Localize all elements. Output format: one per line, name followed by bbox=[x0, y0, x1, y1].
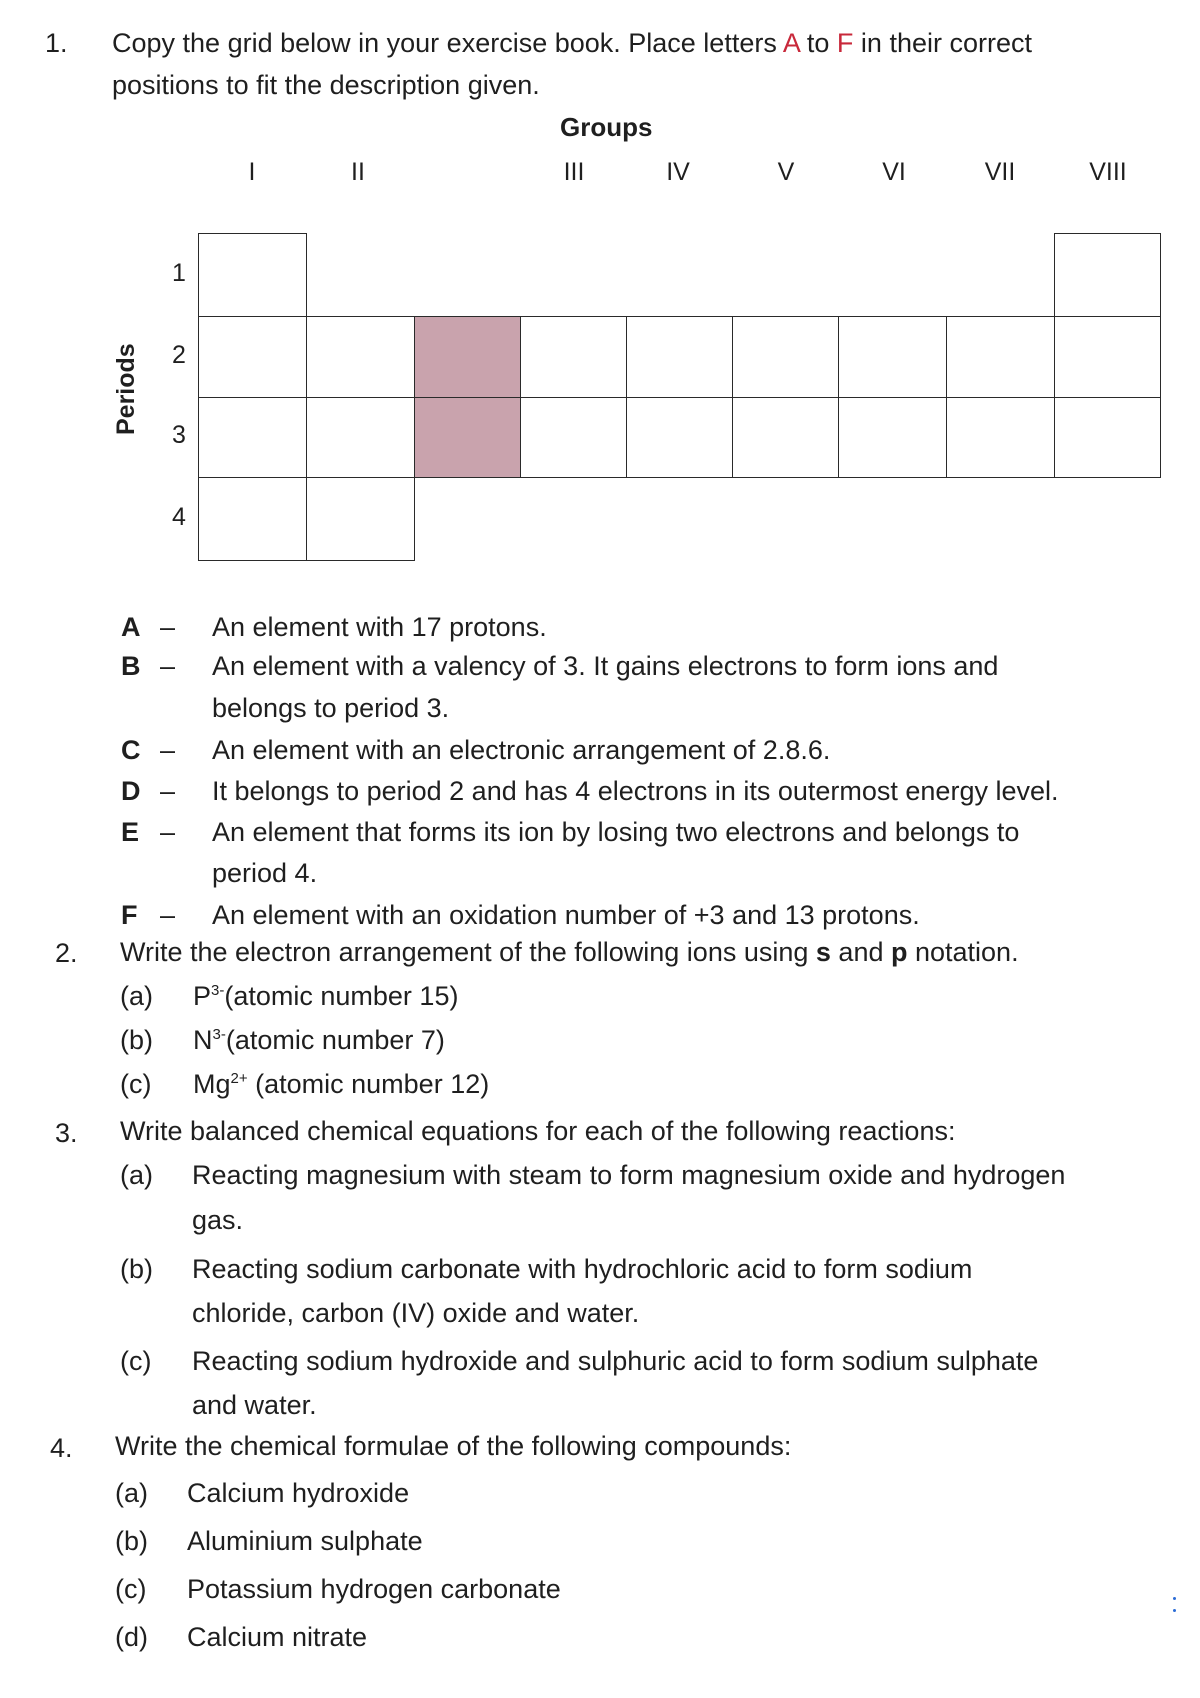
stray-mark bbox=[1173, 1609, 1176, 1612]
q2-part-text bbox=[193, 1025, 445, 1056]
clue-text: It belongs to period 2 and has 4 electrons in its outermost energy level. bbox=[212, 776, 1059, 806]
q4-part-text: Potassium hydrogen carbonate bbox=[187, 1574, 561, 1604]
clue-dash: – bbox=[160, 776, 176, 806]
grid-cell bbox=[626, 316, 733, 398]
clue-letter: C bbox=[121, 735, 141, 765]
q2-stem-pre: Write the electron arrangement of the following ions using bbox=[120, 937, 816, 967]
grid-cell bbox=[306, 316, 415, 398]
ion-symbol: Mg bbox=[193, 1069, 231, 1099]
clue-letter: F bbox=[121, 900, 138, 930]
periods-title: Periods bbox=[112, 343, 140, 435]
ion-desc: (atomic number 7) bbox=[225, 1025, 445, 1055]
q4-part-label: (b) bbox=[115, 1526, 148, 1556]
q4-part-text: Aluminium sulphate bbox=[187, 1526, 423, 1556]
q2-part-text bbox=[193, 981, 458, 1012]
grid-cell bbox=[198, 233, 307, 317]
q1-letter-f: F bbox=[836, 28, 854, 58]
grid-cell bbox=[1054, 397, 1161, 478]
q1-stem-line1 bbox=[112, 28, 1032, 59]
q3-part-text: gas. bbox=[192, 1205, 244, 1235]
grid-cell bbox=[198, 397, 307, 478]
q2-stem bbox=[120, 937, 1019, 968]
grid-cell bbox=[946, 316, 1055, 398]
q1-stem-line2: positions to fit the description given. bbox=[112, 70, 540, 100]
clue-dash: – bbox=[160, 612, 176, 642]
grid-cell bbox=[626, 397, 733, 478]
clue-text: An element with 17 protons. bbox=[212, 612, 547, 642]
q3-number: 3. bbox=[55, 1118, 78, 1148]
q4-stem: Write the chemical formulae of the following compounds: bbox=[115, 1431, 792, 1461]
clue-letter: A bbox=[121, 612, 141, 642]
grid-cell bbox=[1054, 233, 1161, 317]
q3-stem: Write balanced chemical equations for each of the following reactions: bbox=[120, 1116, 956, 1146]
grid-cell bbox=[838, 397, 947, 478]
q2-and: and bbox=[830, 937, 891, 967]
ion-charge: 2+ bbox=[230, 1070, 248, 1087]
period-label: 1 bbox=[172, 258, 186, 287]
q2-number: 2. bbox=[55, 938, 78, 968]
clue-text: An element with an oxidation number of +3 and 13 protons. bbox=[212, 900, 920, 930]
q2-s: s bbox=[815, 937, 831, 967]
q2-part-text bbox=[193, 1069, 489, 1100]
clue-text: An element with an electronic arrangement of 2.8.6. bbox=[212, 735, 831, 765]
q4-part-text: Calcium hydroxide bbox=[187, 1478, 410, 1508]
q1-stem-pre: Copy the grid below in your exercise book. Place letters bbox=[112, 28, 783, 58]
ion-charge: 3- bbox=[211, 982, 225, 999]
q1-stem-mid: to bbox=[799, 28, 837, 58]
clue-dash: – bbox=[160, 735, 176, 765]
q2-p: p bbox=[890, 937, 908, 967]
q3-part-text: Reacting magnesium with steam to form magnesium oxide and hydrogen bbox=[192, 1160, 1066, 1190]
clue-text: An element that forms its ion by losing two electrons and belongs to bbox=[212, 817, 1020, 847]
group-label: VIII bbox=[1089, 158, 1127, 186]
q1-stem-post: in their correct bbox=[853, 28, 1032, 58]
clue-dash: – bbox=[160, 900, 176, 930]
q4-part-label: (c) bbox=[115, 1574, 147, 1604]
grid-cell-transition-block bbox=[414, 397, 521, 478]
group-label: V bbox=[777, 158, 795, 186]
ion-charge: 3- bbox=[212, 1026, 226, 1043]
period-label: 3 bbox=[172, 421, 186, 449]
ion-desc: (atomic number 15) bbox=[224, 981, 459, 1011]
clue-letter: D bbox=[121, 776, 141, 806]
q4-part-label: (a) bbox=[115, 1478, 148, 1508]
q3-part-text: and water. bbox=[192, 1390, 317, 1420]
clue-text: belongs to period 3. bbox=[212, 693, 450, 723]
grid-cell bbox=[1054, 316, 1161, 398]
grid-cell bbox=[946, 397, 1055, 478]
q3-part-label: (a) bbox=[120, 1160, 153, 1190]
q3-part-text: Reacting sodium hydroxide and sulphuric acid to form sodium sulphate bbox=[192, 1346, 1039, 1376]
grid-cell bbox=[306, 477, 415, 561]
group-label: VII bbox=[984, 158, 1016, 186]
ion-desc: (atomic number 12) bbox=[247, 1069, 490, 1099]
q4-part-text: Calcium nitrate bbox=[187, 1622, 368, 1652]
ion-symbol: N bbox=[193, 1025, 213, 1055]
grid-cell bbox=[838, 316, 947, 398]
grid-cell bbox=[198, 477, 307, 561]
group-label: VI bbox=[882, 158, 906, 186]
grid-cell bbox=[732, 397, 839, 478]
groups-title: Groups bbox=[560, 112, 653, 142]
group-label: II bbox=[351, 158, 365, 186]
q2-part-label: (a) bbox=[120, 981, 153, 1011]
q3-part-label: (b) bbox=[120, 1254, 153, 1284]
q1-letter-a: A bbox=[782, 28, 800, 58]
q3-part-text: Reacting sodium carbonate with hydrochloric acid to form sodium bbox=[192, 1254, 973, 1284]
grid-cell bbox=[520, 397, 627, 478]
clue-dash: – bbox=[160, 651, 176, 681]
grid-cell bbox=[732, 316, 839, 398]
q3-part-text: chloride, carbon (IV) oxide and water. bbox=[192, 1298, 640, 1328]
grid-cell bbox=[198, 316, 307, 398]
q1-number: 1. bbox=[45, 28, 68, 58]
clue-letter: B bbox=[121, 651, 141, 681]
clue-text: period 4. bbox=[212, 858, 318, 888]
q3-part-label: (c) bbox=[120, 1346, 152, 1376]
q2-stem-post: notation. bbox=[907, 937, 1019, 967]
clue-dash: – bbox=[160, 817, 176, 847]
q2-part-label: (c) bbox=[120, 1069, 152, 1099]
group-label: I bbox=[248, 158, 256, 186]
clue-letter: E bbox=[121, 817, 140, 847]
q4-number: 4. bbox=[50, 1433, 73, 1463]
group-label: IV bbox=[666, 158, 690, 186]
stray-mark bbox=[1173, 1597, 1176, 1600]
grid-cell bbox=[306, 397, 415, 478]
group-label: III bbox=[563, 158, 585, 186]
ion-symbol: P bbox=[193, 981, 212, 1011]
grid-cell-transition-block bbox=[414, 316, 521, 398]
q4-part-label: (d) bbox=[115, 1622, 148, 1652]
period-label: 2 bbox=[172, 340, 186, 369]
clue-text: An element with a valency of 3. It gains electrons to form ions and bbox=[212, 651, 999, 681]
period-label: 4 bbox=[172, 502, 186, 531]
q2-part-label: (b) bbox=[120, 1025, 153, 1055]
grid-cell bbox=[520, 316, 627, 398]
